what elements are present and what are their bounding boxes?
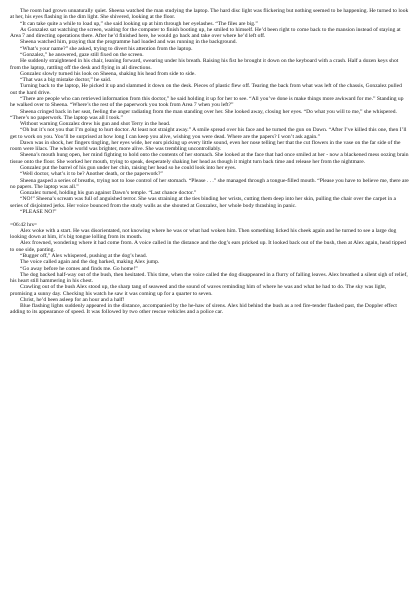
paragraph: Sheena watched him, praying that the programme had loaded and was running in the background. [20, 39, 237, 46]
paragraph: Dawn was in shock, her fingers tingling, her eyes wide, her ears picking up every little sound, even her nose telling her that the cut flowers in the vase on the far side of the room were lilacs. The whole world was brighter, more alive. She was trembling uncontrollably. [10, 139, 401, 153]
section-timestamp: =06:42 hrs= [10, 221, 38, 228]
paragraph: Gonzalez put the barrel of his gun under her chin, raising her head so he could look into her eyes. [20, 165, 237, 172]
paragraph: Christ, he’d been asleep for an hour and a half! [20, 296, 125, 303]
paragraph: “Bugger off,” Alex whispered, pushing at the dog’s head. [20, 252, 147, 259]
paragraph: “It can take quite a while to load up,” she said looking up at him through her eyelashes. “The files are big.” [20, 20, 258, 27]
paragraph: Gonzalez turned, holding his gun against Dawn’s temple. “Last chance doctor.” [20, 190, 197, 197]
paragraph: The dog backed half-way out of the bush, then hesitated. This time, when the voice called the dog disappeared in a flurry of falling leaves. Alex breathed a silent sigh of relief, his heart still hammering in his chest. [10, 271, 408, 285]
paragraph: Blue flashing lights suddenly appeared in the distance, accompanied by the he-haw of sirens. Alex hid behind the bush as a red fire-tender flashed past, the Doppler effect adding to its appearance of speed. It was followed by two other rescue vehicles and a police car. [10, 303, 397, 316]
paragraph: “Oh but it’s not you that I’m going to hurt doctor. At least not straight away.” A smile spread over his face and he turned the gun on Dawn. “After I’ve killed this one, then I’ll get to work on you. You’ll be surprised at how long I can keep you alive, wishing you were dead. Where are the papers? I won’t ask again.” [10, 127, 407, 140]
paragraph: “NO!” Sheena’s scream was full of anguished terror. She was straining at the ties binding her wrists, cutting them deep into her skin, pulling the chair over the carpet in a series of disjointed jerks. Her voice bounced from the study walls as she shouted at Gonzalez, her whole body thrashing in panic. [10, 196, 397, 209]
paragraph: He suddenly straightened in his chair, leaning forward, swearing under his breath. Raising his fist he brought it down on the keyboard with a crash. Half a dozen keys shot from the laptop, rattling off the desk and flying in all directions. [10, 58, 399, 71]
document-page [10, 8, 410, 588]
paragraph: Sheena gasped a series of breaths, trying not to lose control of her stomach. “Please . . .” she managed through a tongue-filled mouth. “Please you have to believe me, there are no papers. The laptop was all.” [10, 177, 409, 190]
paragraph: Gonzalez slowly turned his look on Sheena, shaking his head from side to side. [20, 70, 196, 77]
paragraph: “PLEASE NO!” [20, 209, 57, 215]
paragraph: “There are people who can retrieved information from this doctor,” he said holding it up for her to see. “All you’ve done is make things more awkward for me.” Standing up he walked over to Sheena. “Where’s the rest of the paperwork you took from Area 7 when you left?” [10, 95, 404, 109]
paragraph: “Go away before he comes and finds me. Go home!” [20, 265, 138, 272]
paragraph: “What’s your name?” she asked, trying to divert his attention from the laptop. [20, 45, 193, 52]
paragraph: Sheena’s mouth hung open, her mind fighting to hold onto the contents of her stomach. She looked at the face that had once smiled at her - now a blackened mess oozing brain tissue onto the floor. She worked her mouth, trying to speak, desperately shaking her head as though it might turn back time and release her from the nightmare. [10, 152, 409, 165]
paragraph: Crawling out of the bush Alex stood up, the sharp tang of seaweed and the sound of waves reminding him of where he was and what he had to do. The sky was light, promising a sunny day. Checking his watch he saw it was coming up for a quarter to seven. [10, 284, 387, 297]
paragraph: “Well doctor, what’s it to be? Another death, or the paperwork?” [20, 171, 163, 178]
paragraph: “That was a big mistake doctor,” he said. [20, 77, 112, 84]
paragraph: Sheena cringed back in her seat, feeling the anger radiating from the man standing over her. She looked away, closing her eyes. “Do what you will to me,” she whispered. “There’s no paperwork. The laptop was all I took.” [10, 108, 397, 121]
paragraph: Without warning Gonzalez drew his gun and shot Terry in the head. [20, 121, 171, 128]
paragraph: “Gonzalez,” he answered, gaze still fixed on the screen. [20, 51, 144, 58]
paragraph: The voice called again and the dog barked, making Alex jump. [20, 259, 160, 266]
paragraph: The room had grown unnaturally quiet. Sheena watched the man studying the laptop. The hard disc light was flickering but nothing seemed to be happening. He turned to look at her, his eyes flashing in the dim light. She shivered, looking at the floor. [10, 8, 409, 21]
paragraph: Alex woke with a start. He was disorientated, not knowing where he was or what had woken him. Then something licked his cheek again and he turned to see a large dog looking down at him, it’s big tongue lolling from its mouth. [10, 227, 397, 241]
paragraph: As Gonzalez sat watching the screen, waiting for the computer to finish booting up, he smiled to himself. He’d been right to come back to the mansion instead of staying at Area 7 and directing operations there. After he’d finished here, he would go back and take over where he’d left off. [10, 26, 401, 40]
paragraph: Alex frowned, wondering where it had come from. A voice called in the distance and the dog’s ears pricked up. It looked back out of the bush, then at Alex again, head tipped to one side, panting. [10, 240, 406, 253]
paragraph: Turning back to the laptop, He picked it up and slammed it down on the desk. Pieces of plastic flew off. Tearing the back from what was left of the chassis, Gonzalez pulled out the hard drive. [10, 83, 402, 96]
